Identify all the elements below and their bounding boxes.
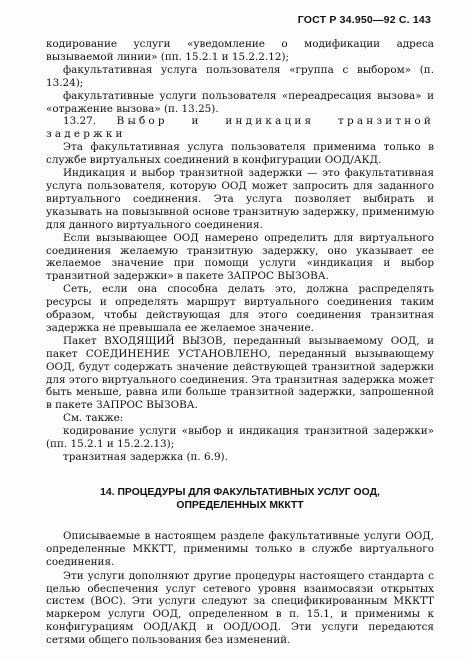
page-content [46,38,434,647]
paragraph-mid-4: Сеть, если она способна делать это, должна распределять ресурсы и определять маршрут виртуального соединения таким образом, чтобы действующая для этого соединения транзитная задержка не превышала ее желаемое значение. [46,283,434,334]
paragraph-bottom-2: Эти услуги дополняют другие процедуры настоящего стандарта с целью обеспечения услуг сетевого уровня взаимосвязи открытых систем (ВОС). Эти услуги следуют за спецификированным МККТТ маркером услуги ООД, определенном в п. 15.1, и применимы к конфигурациям ООД/АКД и ООД/ООД. Эти услуги передаются сетями общего пользования без изменений. [46,569,434,647]
page-header: ГОСТ Р 34.950—92 С. 143 [297,14,431,26]
paragraph-mid-5: Пакет ВХОДЯЩИЙ ВЫЗОВ, переданный вызываемому ООД, и пакет СОЕДИНЕНИЕ УСТАНОВЛЕНО, переданный вызывающему ООД, будут содержать значение действующей транзитной задержки для этого виртуального соединения. Эта транзитная задержка может быть меньше, равна или больше транзитной задержки, запрошенной в пакете ЗАПРОС ВЫЗОВА. [46,334,434,412]
paragraph-mid-3: Если вызывающее ООД намерено определить для виртуального соединения желаемую транзитную задержку, оно указывает ее желаемое значение при помощи услуги «индикация и выбор транзитной задержки» в пакете ЗАПРОС ВЫЗОВА. [46,231,434,283]
section-14-title-line-1: 14. ПРОЦЕДУРЫ ДЛЯ ФАКУЛЬТАТИВНЫХ УСЛУГ ООД, [100,486,380,498]
section-13-27-title: Выбор и индикация транзитной задержки [46,115,434,141]
section-14-title-line-2: ОПРЕДЕЛЕННЫХ МККТТ [176,499,304,511]
paragraph-mid-2: Индикация и выбор транзитной задержки — это факультативная услуга пользователя, которую ООД может запросить для заданного виртуального соединения. Эта услуга позволяет выбирать и указывать на повызывной основе транзитную задержку, применимую для данного виртуального соединения. [46,167,434,231]
paragraph-mid-1: Эта факультативная услуга пользователя применима только в службе виртуальных соединений в конфигурации ООД/АКД. [46,141,434,167]
section-13-27-number: 13.27. [63,115,97,128]
paragraph-bottom-1: Описываемые в настоящем разделе факультативные услуги ООД, определенные МККТТ, применимы только в службе виртуального соединения. [46,529,434,568]
see-also-label: См. также: [63,412,124,425]
paragraph-top-2: факультативная услуга пользователя «группа с выбором» (п. 13.24); [46,63,434,89]
section-14-heading [46,486,434,512]
section-13-27-heading [46,115,434,141]
see-also-item-1: кодирование услуги «выбор и индикация транзитной задержки» (пп. 15.2.1 и 15.2.2.13); [46,425,434,451]
see-also-item-2: транзитная задержка (п. 6.9). [63,451,228,463]
paragraph-top-1: кодирование услуги «уведомление о модификации адреса вызываемой линии» (пп. 15.2.1 и 15.2.2.12); [46,38,434,63]
paragraph-top-3: факультативные услуги пользователя «переадресация вызова» и «отражение вызова» (п. 13.25). [46,89,434,115]
